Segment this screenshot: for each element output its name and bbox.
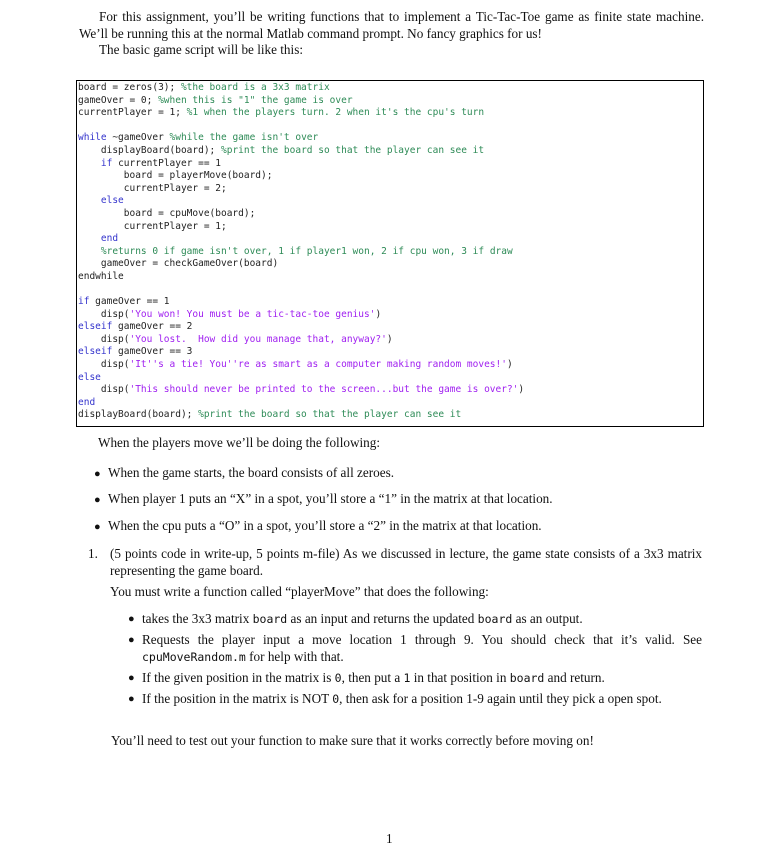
- list-item: ● Requests the player input a move location 1 through 9. You should check that it’s valid. See cpuMoveRandom.m for help with that.: [128, 632, 702, 664]
- list-item: ● takes the 3x3 matrix board as an input and returns the updated board as an output.: [128, 611, 583, 626]
- code-line: disp('You lost. How did you manage that, anyway?'): [78, 333, 393, 345]
- code-line: elseif gameOver == 2: [78, 321, 193, 333]
- bullet-icon: ●: [128, 634, 135, 646]
- bullet-icon: ●: [128, 613, 135, 625]
- code-line: displayBoard(board); %print the board so that the player can see it: [78, 409, 462, 421]
- bullet-icon: ●: [128, 672, 135, 684]
- code-line: currentPlayer = 2;: [78, 182, 227, 194]
- code-line: end: [100, 233, 119, 245]
- code-line: [78, 284, 524, 297]
- code-line: disp('This should never be printed to the screen...but the game is over?'): [78, 384, 525, 396]
- question-instruction: You must write a function called “playerMove” that does the following:: [110, 584, 489, 599]
- code-line: board = zeros(3); %the board is a 3x3 matrix: [78, 82, 330, 93]
- code-line: disp('You won! You must be a tic-tac-toe genius'): [78, 308, 382, 320]
- page-number: 1: [386, 831, 393, 846]
- bullet-icon: ●: [94, 494, 101, 506]
- code-line: elseif gameOver == 3: [78, 346, 193, 358]
- bullet-icon: ●: [94, 468, 101, 480]
- code-lines: [78, 82, 524, 422]
- code-line: board = cpuMove(board);: [78, 207, 256, 219]
- list-item: ● If the given position in the matrix is 0, then put a 1 in that position in board and return.: [128, 670, 605, 685]
- code-line: currentPlayer = 1; %1 when the players turn. 2 when it's the cpu's turn: [78, 107, 485, 119]
- intro: [79, 9, 704, 59]
- question-number: 1.: [88, 546, 98, 561]
- code-line: [78, 120, 524, 133]
- code-line: if gameOver == 1: [78, 296, 170, 308]
- code-line: currentPlayer = 1;: [78, 220, 227, 232]
- code-line: if currentPlayer == 1: [100, 157, 222, 169]
- code-line: while ~gameOver %while the game isn't over: [78, 132, 319, 144]
- list-item: ● When the cpu puts a “O” in a spot, you’ll store a “2” in the matrix at that location.: [94, 518, 542, 536]
- code-line: else: [100, 195, 124, 207]
- code-line: endwhile: [78, 270, 124, 282]
- code-line: disp('It''s a tie! You''re as smart as a computer making random moves!'): [78, 359, 513, 371]
- code-line: board = playerMove(board);: [78, 170, 273, 182]
- code-line: end: [78, 396, 96, 408]
- code-line: else: [78, 371, 101, 383]
- list-item: ● When player 1 puts an “X” in a spot, you’ll store a “1” in the matrix at that location.: [94, 491, 553, 509]
- intro-script-lead: The basic game script will be like this:: [99, 42, 303, 57]
- bullet-icon: ●: [128, 693, 135, 705]
- list-item: ● When the game starts, the board consists of all zeroes.: [94, 465, 394, 483]
- code-listing: [76, 80, 704, 427]
- closing-note: You’ll need to test out your function to make sure that it works correctly before moving on!: [111, 733, 594, 748]
- code-line: displayBoard(board); %print the board so that the player can see it: [78, 144, 485, 156]
- question-text: (5 points code in write-up, 5 points m-file) As we discussed in lecture, the game state consists of a 3x3 matrix representing the game board.: [110, 546, 702, 578]
- intro-paragraph: For this assignment, you’ll be writing functions that to implement a Tic-Tac-Toe game as finite state machine. We’ll be running this at the normal Matlab command prompt. No fancy graphics for us!: [79, 9, 704, 41]
- code-line: gameOver = checkGameOver(board): [78, 258, 279, 270]
- list-item: ● If the position in the matrix is NOT 0, then ask for a position 1-9 again until they pick a open spot.: [128, 691, 662, 706]
- code-line: gameOver = 0; %when this is "1" the game is over: [78, 94, 353, 106]
- question-1: [88, 546, 702, 601]
- moves-lead: When the players move we’ll be doing the following:: [98, 435, 380, 450]
- bullet-icon: ●: [94, 521, 101, 533]
- code-line: %returns 0 if game isn't over, 1 if player1 won, 2 if cpu won, 3 if draw: [100, 245, 513, 257]
